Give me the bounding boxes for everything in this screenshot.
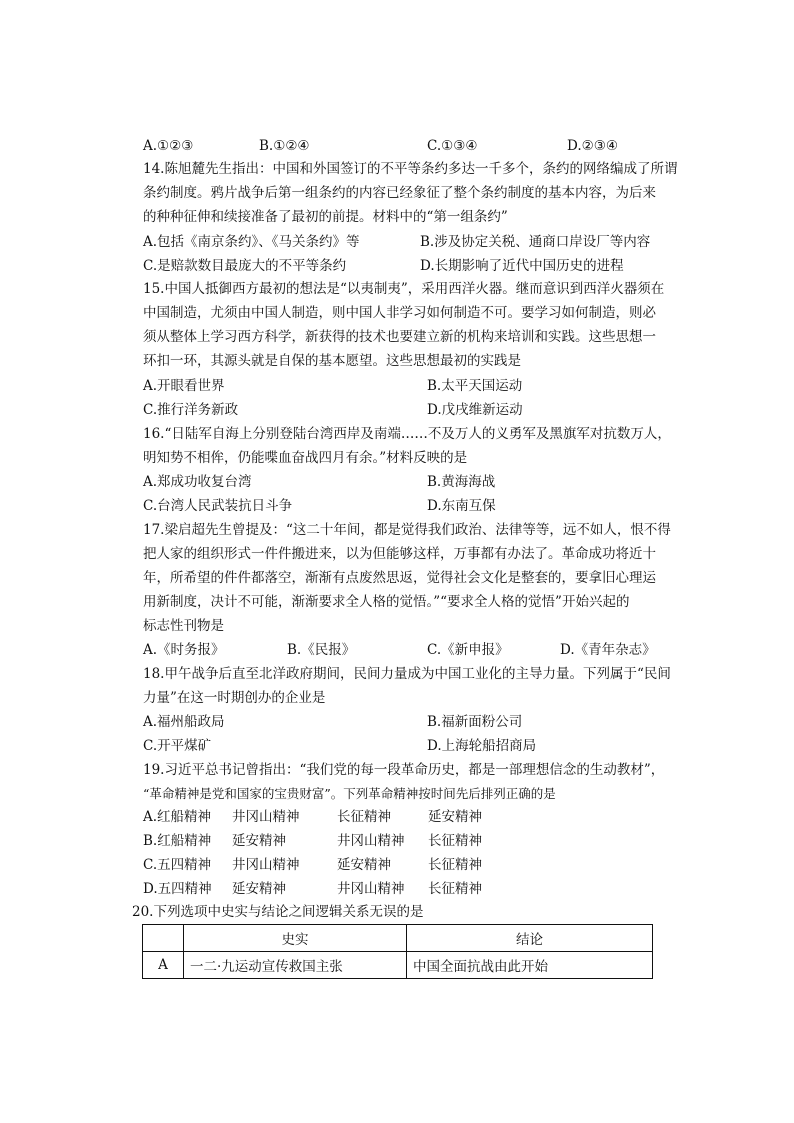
q14-option-b[interactable]: B.涉及协定关税、通商口岸设厂等内容 bbox=[420, 234, 651, 250]
q19-option-d-item-1: D.五四精神 bbox=[143, 881, 212, 897]
q16-option-b[interactable]: B.黄海海战 bbox=[427, 474, 496, 490]
q13-option-b[interactable]: B.①②④ bbox=[259, 138, 310, 154]
q18-option-a[interactable]: A.福州船政局 bbox=[143, 714, 225, 730]
q16-option-c[interactable]: C.台湾人民武装抗日斗争 bbox=[143, 498, 293, 514]
q16-stem-line-2: 明知势不相侔，仍能喋血奋战四月有余。”材料反映的是 bbox=[143, 450, 468, 466]
table-cell-option: A bbox=[143, 952, 184, 979]
table-header-cell: 结论 bbox=[407, 925, 653, 952]
q19-option-b-item-4: 长征精神 bbox=[428, 833, 482, 849]
q14-option-d[interactable]: D.长期影响了近代中国历史的进程 bbox=[420, 258, 624, 274]
q17-stem-line-4: 用新制度，决计不可能，渐渐要求全人格的觉悟。”“要求全人格的觉悟”开始兴起的 bbox=[143, 594, 630, 610]
table-cell-conclusion: 中国全面抗战由此开始 bbox=[407, 952, 653, 979]
q19-option-a-item-2: 井冈山精神 bbox=[232, 809, 300, 825]
q19-option-c-item-3: 延安精神 bbox=[337, 857, 391, 873]
q15-option-a[interactable]: A.开眼看世界 bbox=[143, 378, 225, 394]
q13-option-d[interactable]: D.②③④ bbox=[567, 138, 618, 154]
q19-option-a-item-3: 长征精神 bbox=[337, 809, 391, 825]
q17-option-a[interactable]: A.《时务报》 bbox=[143, 642, 225, 658]
q18-option-d[interactable]: D.上海轮船招商局 bbox=[427, 738, 537, 754]
q19-option-b-item-2: 延安精神 bbox=[232, 833, 286, 849]
q15-stem-line-4: 环扣一环，其源头就是自保的基本愿望。这些思想最初的实践是 bbox=[143, 353, 521, 369]
table-cell-fact: 一二·九运动宣传救国主张 bbox=[184, 952, 407, 979]
q14-option-c[interactable]: C.是赔款数目最庞大的不平等条约 bbox=[143, 258, 347, 274]
q16-option-a[interactable]: A.郑成功收复台湾 bbox=[143, 474, 252, 490]
q20-table bbox=[142, 924, 653, 979]
q18-stem-line-1: 18.甲午战争后直至北洋政府期间，民间力量成为中国工业化的主导力量。下列属于“民间 bbox=[143, 666, 671, 682]
q17-stem-line-2: 把人家的组织形式一件件搬进来，以为但能够这样，万事都有办法了。革命成功将近十 bbox=[143, 546, 656, 562]
q16-stem-line-1: 16.“日陆军自海上分别登陆台湾西岸及南端……不及万人的义勇军及黑旗军对抗数万人， bbox=[143, 426, 671, 442]
q19-option-c-item-1: C.五四精神 bbox=[143, 857, 212, 873]
q19-option-a-item-1: A.红船精神 bbox=[143, 809, 212, 825]
q20-stem: 20.下列选项中史实与结论之间逻辑关系无误的是 bbox=[132, 904, 424, 920]
q19-option-d-item-3: 井冈山精神 bbox=[337, 881, 405, 897]
q19-option-b-item-1: B.红船精神 bbox=[143, 833, 212, 849]
q18-stem-line-2: 力量”在这一时期创办的企业是 bbox=[143, 690, 326, 706]
q13-option-c[interactable]: C.①③④ bbox=[427, 138, 478, 154]
table-header-row bbox=[143, 925, 653, 952]
q15-option-b[interactable]: B.太平天国运动 bbox=[427, 378, 523, 394]
q19-option-c-item-2: 井冈山精神 bbox=[232, 857, 300, 873]
q17-stem-line-1: 17.梁启超先生曾提及：“这二十年间，都是觉得我们政治、法律等等，远不如人，恨不得 bbox=[143, 522, 671, 538]
q19-option-a-item-4: 延安精神 bbox=[428, 809, 482, 825]
q19-option-b-item-3: 井冈山精神 bbox=[337, 833, 405, 849]
q13-option-a[interactable]: A.①②③ bbox=[143, 138, 194, 154]
q19-option-c-item-4: 长征精神 bbox=[428, 857, 482, 873]
q18-option-c[interactable]: C.开平煤矿 bbox=[143, 738, 212, 754]
q15-stem-line-2: 中国制造，尤须由中国人制造，则中国人非学习如何制造不可。要学习如何制造，则必 bbox=[143, 305, 656, 321]
q18-option-b[interactable]: B.福新面粉公司 bbox=[427, 714, 523, 730]
q19-option-d-item-4: 长征精神 bbox=[428, 881, 482, 897]
q14-option-a[interactable]: A.包括《南京条约》、《马关条约》等 bbox=[143, 234, 360, 250]
q14-stem-line-3: 的种种征伸和续接准备了最初的前提。材料中的“第一组条约” bbox=[143, 209, 508, 225]
q17-option-c[interactable]: C.《新申报》 bbox=[427, 642, 509, 658]
q17-stem-line-5: 标志性刊物是 bbox=[143, 618, 224, 634]
q14-stem-line-1: 14.陈旭麓先生指出：中国和外国签订的不平等条约多达一千多个，条约的网络编成了所谓 bbox=[143, 161, 678, 177]
q17-option-b[interactable]: B.《民报》 bbox=[287, 642, 356, 658]
q14-stem-line-2: 条约制度。鸦片战争后第一组条约的内容已经象征了整个条约制度的基本内容，为后来 bbox=[143, 185, 656, 201]
q15-option-d[interactable]: D.戊戌维新运动 bbox=[427, 402, 523, 418]
q15-stem-line-3: 须从整体上学习西方科学，新获得的技术也要建立新的机构来培训和实践。这些思想一 bbox=[143, 329, 656, 345]
table-row[interactable] bbox=[143, 952, 653, 979]
q17-stem-line-3: 年，所希望的件件都落空，渐渐有点废然思返，觉得社会文化是整套的，要拿旧心理运 bbox=[143, 570, 656, 586]
q15-stem-line-1: 15.中国人抵御西方最初的想法是“以夷制夷”，采用西洋火器。继而意识到西洋火器须在 bbox=[143, 281, 665, 297]
q19-option-d-item-2: 延安精神 bbox=[232, 881, 286, 897]
q16-option-d[interactable]: D.东南互保 bbox=[427, 498, 496, 514]
table-header-cell: 史实 bbox=[184, 925, 407, 952]
q17-option-d[interactable]: D.《青年杂志》 bbox=[560, 642, 656, 658]
q15-option-c[interactable]: C.推行洋务新政 bbox=[143, 402, 239, 418]
table-header-cell bbox=[143, 925, 184, 952]
q19-stem-line-2: “革命精神是党和国家的宝贵财富”。下列革命精神按时间先后排列正确的是 bbox=[143, 786, 556, 801]
q19-stem-line-1: 19.习近平总书记曾指出：“我们党的每一段革命历史，都是一部理想信念的生动教材”， bbox=[143, 762, 665, 778]
